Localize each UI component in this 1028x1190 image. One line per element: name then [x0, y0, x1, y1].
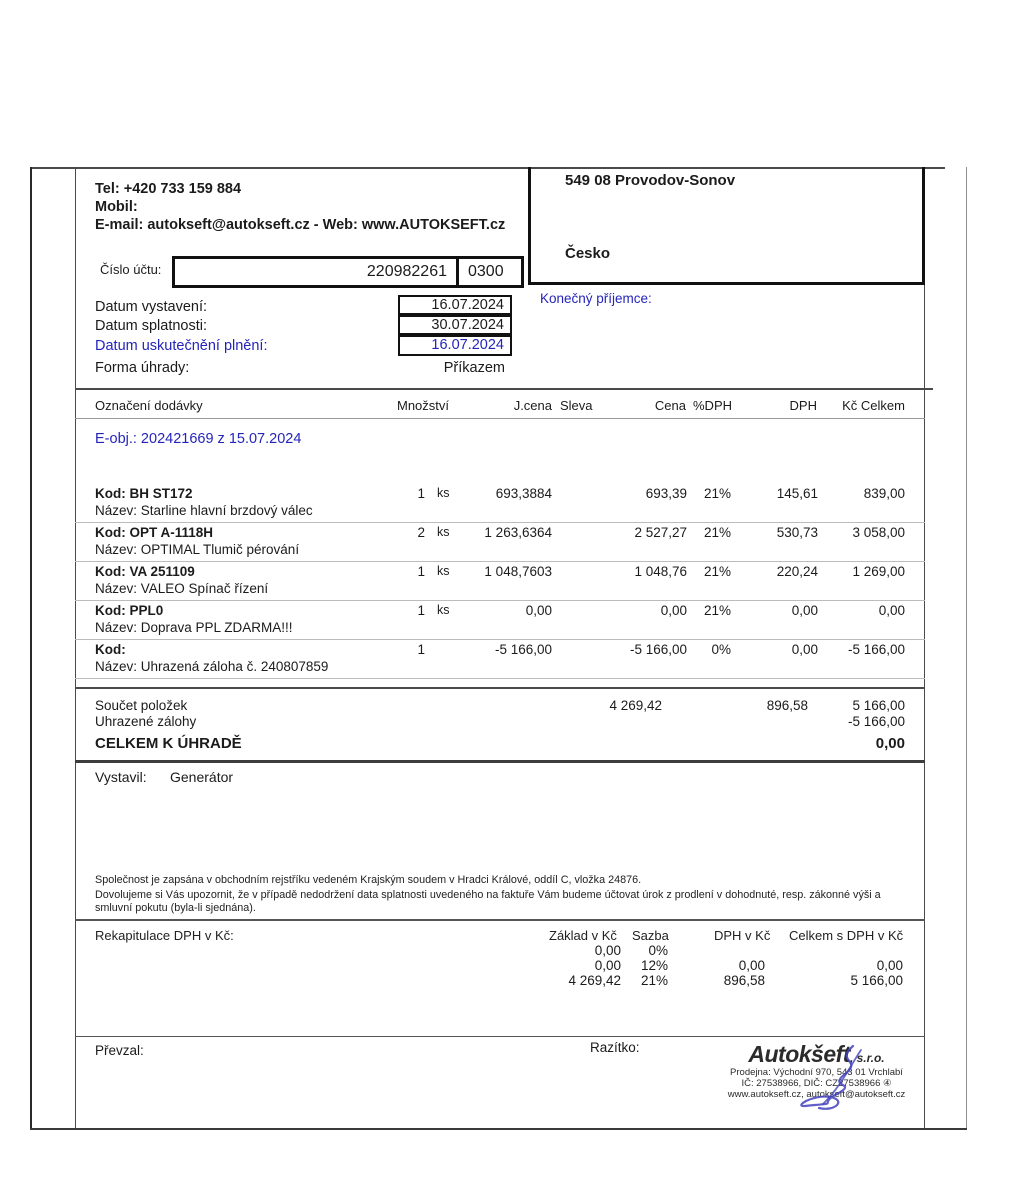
col-header-discount: Sleva: [560, 398, 593, 413]
page-bottom-border: [30, 1128, 967, 1130]
item-qty: 1: [417, 603, 425, 618]
item-vat: 0,00: [791, 603, 818, 618]
col-header-vat-pct: %DPH: [693, 398, 733, 413]
item-vat-pct: 21%: [703, 525, 731, 540]
item-unit: ks: [437, 486, 450, 500]
item-vat-pct: 0%: [711, 642, 731, 657]
vat-recap-rate: 0%: [648, 943, 668, 958]
vat-recap-title: Rekapitulace DPH v Kč:: [95, 928, 234, 943]
vat-recap-header-rate: Sazba: [632, 928, 669, 943]
issuer-label: Vystavil:: [95, 769, 147, 785]
payment-method-value: Příkazem: [443, 360, 505, 376]
item-unit: ks: [437, 603, 450, 617]
due-date-value: 30.07.2024: [398, 315, 512, 335]
vat-recap-header-base: Základ v Kč: [549, 928, 617, 943]
stamp-logo-suffix: , s.r.o.: [849, 1051, 885, 1065]
item-price: 693,39: [645, 486, 687, 501]
item-vat: 530,73: [776, 525, 818, 540]
item-unit-price: 1 263,6364: [484, 525, 552, 540]
item-price: 2 527,27: [634, 525, 687, 540]
page-top-border: [30, 167, 945, 169]
table-row: [75, 561, 925, 601]
item-price: -5 166,00: [629, 642, 687, 657]
item-unit: ks: [437, 525, 450, 539]
supplier-phone: Tel: +420 733 159 884: [95, 181, 242, 197]
item-total: 0,00: [878, 603, 905, 618]
items-sum-label: Součet položek: [95, 698, 188, 713]
item-qty: 1: [417, 486, 425, 501]
vat-recap-base: 0,00: [594, 943, 621, 958]
advances-total: -5 166,00: [847, 714, 905, 729]
stamp-logo-text: Autokšeft: [748, 1041, 850, 1067]
issuer-value: Generátor: [170, 769, 234, 785]
item-price: 1 048,76: [634, 564, 687, 579]
col-header-unit-price: J.cena: [513, 398, 552, 413]
table-row: [75, 522, 925, 562]
address-box-left-border: [528, 167, 531, 285]
vat-recap-rate: 21%: [640, 973, 668, 988]
legal-note-penalty: Dovolujeme si Vás upozornit, že v případě nedodržení data splatnosti uvedeného na faktuře Vám budeme účtovat úrok z prodlení v dohodnuté, resp. zákonné výši a smluvní pokutu (byla-li sjednána).: [95, 888, 881, 914]
vat-recap-section: [75, 919, 925, 1038]
item-code: Kod: OPT A-1118H: [95, 525, 214, 540]
item-qty: 2: [417, 525, 425, 540]
table-header-top-line: [75, 388, 933, 390]
item-unit-price: -5 166,00: [494, 642, 552, 657]
table-row: [75, 600, 925, 640]
item-name: Název: Uhrazená záloha č. 240807859: [95, 659, 329, 674]
item-vat-pct: 21%: [703, 603, 731, 618]
stamp-web-line: www.autokseft.cz, autokseft@autokseft.cz: [727, 1089, 906, 1100]
col-header-designation: Označení dodávky: [95, 398, 203, 413]
item-name: Název: Starline hlavní brzdový válec: [95, 503, 313, 518]
issue-date-value: 16.07.2024: [398, 295, 512, 315]
item-price: 0,00: [660, 603, 687, 618]
table-row: [75, 639, 925, 679]
items-sum-vat: 896,58: [766, 698, 808, 713]
col-header-price: Cena: [654, 398, 686, 413]
account-number-box: [172, 256, 524, 288]
item-unit-price: 693,3884: [495, 486, 552, 501]
issue-date-label: Datum vystavení:: [95, 299, 208, 315]
stamp-address-line: Prodejna: Východní 970, 543 01 Vrchlabí: [730, 1067, 903, 1078]
vat-recap-total: 5 166,00: [850, 973, 903, 988]
item-vat-pct: 21%: [703, 564, 731, 579]
item-qty: 1: [417, 564, 425, 579]
item-vat-pct: 21%: [703, 486, 731, 501]
page-right-border: [966, 167, 967, 1130]
table-row: [75, 483, 925, 523]
bank-code-value: 0300: [468, 263, 504, 280]
grand-total-label: CELKEM K ÚHRADĚ: [95, 735, 242, 752]
due-date-label: Datum splatnosti:: [95, 318, 208, 334]
item-code: Kod: BH ST172: [95, 486, 193, 501]
e-order-reference: E-obj.: 202421669 z 15.07.2024: [95, 431, 302, 447]
item-vat: 145,61: [776, 486, 818, 501]
vat-recap-vat: 896,58: [723, 973, 765, 988]
item-code: Kod:: [95, 642, 126, 657]
page-left-border: [30, 167, 32, 1130]
item-vat: 220,24: [776, 564, 818, 579]
stamp-id-line: IČ: 27538966, DIČ: CZ27538966 ④: [741, 1078, 892, 1089]
vat-recap-vat: 0,00: [738, 958, 765, 973]
received-by-label: Převzal:: [95, 1043, 144, 1058]
vat-recap-total: 0,00: [876, 958, 903, 973]
item-unit-price: 1 048,7603: [484, 564, 552, 579]
item-total: -5 166,00: [847, 642, 905, 657]
signature-scribble: [775, 1042, 905, 1114]
vat-recap-rate: 12%: [640, 958, 668, 973]
totals-section: [75, 687, 925, 763]
item-unit-price: 0,00: [525, 603, 552, 618]
item-total: 3 058,00: [852, 525, 905, 540]
item-code: Kod: VA 251109: [95, 564, 195, 579]
col-header-vat: DPH: [789, 398, 817, 413]
address-box-bottom-border: [528, 282, 925, 285]
vat-recap-header-total: Celkem s DPH v Kč: [789, 928, 904, 943]
address-box-right-border: [922, 167, 925, 285]
item-total: 1 269,00: [852, 564, 905, 579]
payment-method-label: Forma úhrady:: [95, 360, 190, 376]
item-unit: ks: [437, 564, 450, 578]
item-total: 839,00: [863, 486, 905, 501]
customer-country: Česko: [565, 245, 611, 262]
items-sum-total: 5 166,00: [852, 698, 905, 713]
items-sum-base: 4 269,42: [609, 698, 662, 713]
grand-total-value: 0,00: [875, 735, 905, 752]
item-name: Název: OPTIMAL Tlumič pérování: [95, 542, 300, 557]
item-name: Název: VALEO Spínač řízení: [95, 581, 269, 596]
supplier-mobile: Mobil:: [95, 199, 138, 215]
item-name: Název: Doprava PPL ZDARMA!!!: [95, 620, 293, 635]
vat-recap-base: 0,00: [594, 958, 621, 973]
customer-zip-city: 549 08 Provodov-Sonov: [565, 172, 736, 189]
advances-label: Uhrazené zálohy: [95, 714, 197, 729]
account-number-label: Číslo účtu:: [100, 262, 162, 277]
table-header-bottom-line: [75, 418, 925, 419]
final-recipient-label: Konečný příjemce:: [540, 291, 652, 306]
footer-divider-line: [75, 1036, 925, 1037]
item-qty: 1: [417, 642, 425, 657]
legal-notes: [95, 874, 913, 916]
item-vat: 0,00: [791, 642, 818, 657]
legal-note-registry: Společnost je zapsána v obchodním rejstříku vedeném Krajským soudem v Hradci Králové, oddíl C, vložka 24876.: [95, 874, 642, 886]
stamp-label: Razítko:: [590, 1040, 640, 1055]
tax-date-label: Datum uskutečnění plnění:: [95, 338, 268, 354]
item-code: Kod: PPL0: [95, 603, 164, 618]
vat-recap-base: 4 269,42: [568, 973, 621, 988]
col-header-qty: Množství: [397, 398, 450, 413]
supplier-email-web: E-mail: autokseft@autokseft.cz - Web: www.AUTOKSEFT.cz: [95, 217, 506, 233]
account-number-value: 220982261: [175, 259, 459, 285]
tax-date-value: 16.07.2024: [398, 335, 512, 356]
col-header-total: Kč Celkem: [842, 398, 905, 413]
vat-recap-header-vat: DPH v Kč: [714, 928, 771, 943]
